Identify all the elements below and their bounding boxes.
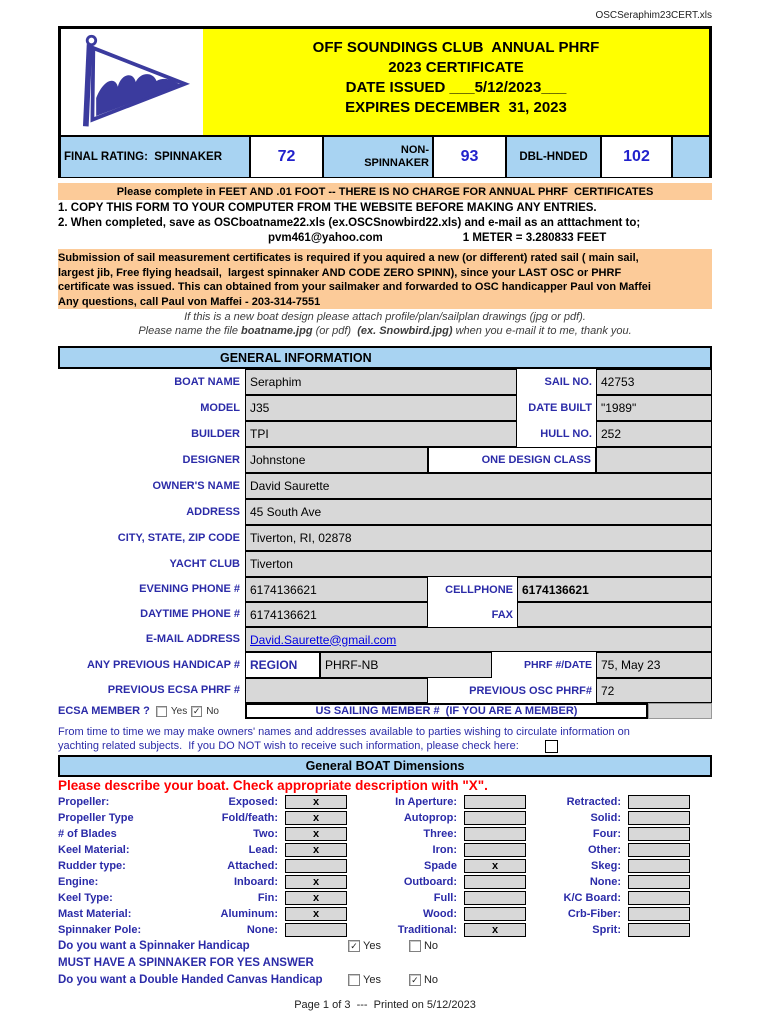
cellphone-label: CELLPHONE: [428, 577, 517, 602]
checkmark: ✓: [350, 940, 358, 951]
meter-conversion: 1 METER = 3.280833 FEET: [462, 232, 607, 244]
dimension-row: [58, 890, 712, 906]
dimension-checkbox-cell[interactable]: [628, 891, 690, 905]
dimension-row: [58, 842, 712, 858]
ecsa-no-checkbox[interactable]: [191, 706, 202, 717]
general-information-header: GENERAL INFORMATION: [58, 346, 712, 369]
dimension-row: [58, 906, 712, 922]
evening-phone-row: [58, 577, 712, 602]
privacy-line2: yachting related subjects. If you DO NOT wish to receive such information, please check here:: [58, 739, 519, 752]
model-label: MODEL: [200, 401, 240, 414]
previous-handicap-label: ANY PREVIOUS HANDICAP #: [86, 658, 240, 671]
dimension-checkbox-cell[interactable]: x: [285, 795, 347, 809]
double-handed-question-label: Do you want a Double Handed Canvas Handicap: [58, 974, 323, 986]
sail-no-label: SAIL NO.: [517, 369, 596, 395]
us-sailing-member-field[interactable]: [648, 703, 712, 719]
dimension-checkbox-cell[interactable]: [464, 843, 526, 857]
dimension-label: Other:: [588, 844, 621, 856]
previous-osc-phrf-field[interactable]: 72: [596, 678, 712, 703]
daytime-phone-label: DAYTIME PHONE #: [140, 608, 240, 620]
email-label: E-MAIL ADDRESS: [145, 633, 240, 645]
previous-ecsa-phrf-row: [58, 678, 712, 703]
privacy-note: [58, 726, 712, 753]
dimension-label: Engine:: [58, 876, 99, 888]
email-field[interactable]: [245, 627, 712, 652]
us-sailing-member-label: US SAILING MEMBER # (IF YOU ARE A MEMBER): [245, 703, 648, 719]
dimension-label: K/C Board:: [563, 892, 621, 904]
dimension-label: Autoprop:: [403, 812, 457, 824]
describe-boat-instruction: Please describe your boat. Check appropriate description with "X".: [58, 778, 488, 793]
dimension-label: Wood:: [422, 908, 457, 920]
spinnaker-handicap-question: [58, 940, 712, 952]
cellphone-field[interactable]: 6174136621: [517, 577, 712, 602]
dimension-checkbox-cell[interactable]: [628, 875, 690, 889]
dimension-label: Skeg:: [591, 860, 621, 872]
double-handed-yes-checkbox[interactable]: [348, 974, 360, 986]
dimension-label: # of Blades: [58, 828, 117, 840]
ecsa-no-label: No: [206, 705, 219, 717]
non-spinnaker-rating-field[interactable]: 93: [432, 137, 505, 177]
yacht-club-row: [58, 551, 712, 577]
sail-no-field[interactable]: 42753: [596, 369, 712, 395]
dimension-checkbox-cell[interactable]: [628, 907, 690, 921]
dimension-label: Retracted:: [566, 796, 621, 808]
ecsa-member-label: ECSA MEMBER ?: [58, 705, 150, 717]
phrf-date-field[interactable]: 75, May 23: [596, 652, 712, 678]
region-field[interactable]: PHRF-NB: [320, 652, 492, 678]
dimension-checkbox-cell[interactable]: x: [464, 859, 526, 873]
boat-dimensions-header: General BOAT Dimensions: [58, 755, 712, 777]
email-row: [58, 627, 712, 652]
city-state-zip-field[interactable]: Tiverton, RI, 02878: [245, 525, 712, 551]
no-label: No: [423, 940, 439, 952]
boat-name-field[interactable]: Seraphim: [245, 369, 517, 395]
builder-row: [58, 421, 712, 447]
previous-ecsa-phrf-field[interactable]: [245, 678, 428, 703]
date-built-field[interactable]: "1989": [596, 395, 712, 421]
date-built-label: DATE BUILT: [517, 395, 596, 421]
yes-label: Yes: [363, 974, 381, 986]
submission-line: Submission of sail measurement certificates is required if you aquired a new (or different) rated sail ( main sail,: [58, 252, 639, 264]
non-spinnaker-label: NON- SPINNAKER: [322, 137, 432, 177]
designer-field[interactable]: Johnstone: [245, 447, 428, 473]
dimension-checkbox-cell[interactable]: x: [285, 875, 347, 889]
dimension-label: Mast Material:: [58, 908, 132, 920]
dimension-checkbox-cell[interactable]: [285, 923, 347, 937]
handicapper-email: pvm461@yahoo.com: [268, 232, 383, 244]
dimension-checkbox-cell[interactable]: x: [285, 891, 347, 905]
checkmark: ✓: [192, 705, 201, 716]
one-design-class-label: ONE DESIGN CLASS: [428, 447, 596, 473]
dimension-label: Fin:: [257, 892, 278, 904]
dimension-checkbox-cell[interactable]: [628, 843, 690, 857]
dimension-label: Crb-Fiber:: [567, 908, 621, 920]
ecsa-yes-checkbox[interactable]: [156, 706, 167, 717]
designer-label: DESIGNER: [182, 453, 240, 466]
dimension-checkbox-cell[interactable]: x: [285, 827, 347, 841]
address-label: ADDRESS: [186, 505, 240, 518]
dimension-checkbox-cell[interactable]: [464, 795, 526, 809]
dimension-label: Sprit:: [592, 924, 621, 936]
expires-line: EXPIRES DECEMBER 31, 2023: [345, 99, 567, 116]
address-field[interactable]: 45 South Ave: [245, 499, 712, 525]
checkmark: ✓: [411, 974, 419, 985]
address-row: [58, 499, 712, 525]
dimension-row: [58, 794, 712, 810]
dimension-label: Solid:: [590, 812, 621, 824]
dimension-checkbox-cell[interactable]: [285, 859, 347, 873]
daytime-phone-field[interactable]: 6174136621: [245, 602, 428, 627]
ecsa-yes-label: Yes: [170, 705, 188, 717]
dimension-checkbox-cell[interactable]: [628, 923, 690, 937]
submission-line: largest jib, Free flying headsail, largest spinnaker AND CODE ZERO SPINN), since your LAST OSC or PHRF: [58, 266, 622, 279]
email-link[interactable]: David.Saurette@gmail.com: [250, 632, 397, 647]
dimension-checkbox-cell[interactable]: [628, 859, 690, 873]
region-label: REGION: [245, 652, 320, 678]
dimension-label: In Aperture:: [395, 796, 457, 808]
fax-field[interactable]: [517, 602, 712, 627]
dbl-hnded-rating-field[interactable]: 102: [600, 137, 671, 177]
model-row: [58, 395, 712, 421]
city-state-zip-row: [58, 525, 712, 551]
dimension-label: Keel Material:: [58, 844, 130, 856]
instruction-step-1: 1. COPY THIS FORM TO YOUR COMPUTER FROM THE WEBSITE BEFORE MAKING ANY ENTRIES.: [58, 202, 597, 214]
spinnaker-rating-field[interactable]: 72: [249, 137, 322, 177]
boat-name-label: BOAT NAME: [174, 375, 240, 388]
dimension-checkbox-cell[interactable]: x: [285, 843, 347, 857]
dimension-label: Aluminum:: [220, 908, 278, 920]
document-filename: OSCSeraphim23CERT.xls: [595, 10, 712, 21]
dimension-label: Attached:: [227, 860, 278, 872]
dimension-row: [58, 874, 712, 890]
osc-burgee-flag-icon: [66, 32, 198, 132]
dimension-label: Rudder type:: [58, 860, 126, 872]
boat-name-row: [58, 369, 712, 395]
certificate-header: [58, 26, 712, 178]
dimension-label: None:: [589, 876, 621, 888]
dimension-label: Propeller Type: [58, 812, 134, 824]
dimension-label: Fold/feath:: [221, 812, 278, 824]
instruction-step-3: [58, 232, 712, 244]
hull-no-field[interactable]: 252: [596, 421, 712, 447]
final-rating-label: FINAL RATING: SPINNAKER: [64, 151, 223, 163]
privacy-opt-out-checkbox[interactable]: [545, 740, 558, 753]
privacy-line1: From time to time we may make owners' names and addresses available to parties wishing to circulate information on: [58, 726, 630, 738]
double-handed-question: [58, 974, 712, 986]
dimension-label: Four:: [592, 828, 621, 840]
fee-notice: Please complete in FEET AND .01 FOOT -- THERE IS NO CHARGE FOR ANNUAL PHRF CERTIFICATES: [58, 183, 712, 200]
builder-label: BUILDER: [191, 427, 240, 440]
dimension-checkbox-cell[interactable]: [464, 891, 526, 905]
dimension-label: Keel Type:: [58, 892, 113, 904]
dimension-checkbox-cell[interactable]: [628, 795, 690, 809]
daytime-phone-row: [58, 602, 712, 627]
dbl-hnded-label: DBL-HNDED: [505, 137, 600, 177]
certificate-title-block: [203, 29, 709, 135]
new-design-note-line1: If this is a new boat design please attach profile/plan/sailplan drawings (jpg or pdf).: [184, 311, 586, 323]
designer-row: [58, 447, 712, 473]
builder-field[interactable]: TPI: [245, 421, 517, 447]
dimension-label: Lead:: [248, 844, 278, 856]
dimension-row: [58, 810, 712, 826]
spinnaker-question-label: Do you want a Spinnaker Handicap: [58, 940, 250, 952]
general-information-table: [58, 369, 712, 719]
previous-ecsa-phrf-label: PREVIOUS ECSA PHRF #: [107, 684, 240, 696]
phrf-date-label: PHRF #/DATE: [492, 652, 596, 678]
one-design-class-field[interactable]: [596, 447, 712, 473]
final-rating-row: [61, 135, 709, 177]
dimension-checkbox-cell[interactable]: [464, 811, 526, 825]
dimension-label: None:: [246, 924, 278, 936]
club-logo-box: [61, 29, 203, 135]
ecsa-member-row: [58, 703, 712, 719]
title-line: OFF SOUNDINGS CLUB ANNUAL PHRF: [312, 39, 600, 56]
hull-no-label: HULL NO.: [517, 421, 596, 447]
yacht-club-field[interactable]: Tiverton: [245, 551, 712, 577]
dimension-checkbox-cell[interactable]: [464, 875, 526, 889]
spinnaker-no-checkbox[interactable]: [409, 940, 421, 952]
spinnaker-requirement-note: MUST HAVE A SPINNAKER FOR YES ANSWER: [58, 957, 314, 969]
double-handed-no-checkbox[interactable]: [409, 974, 421, 986]
dimension-label: Full:: [433, 892, 457, 904]
owner-name-label: OWNER'S NAME: [152, 479, 240, 492]
dimension-checkbox-cell[interactable]: x: [464, 923, 526, 937]
dimension-label: Propeller:: [58, 796, 110, 808]
dimension-label: Outboard:: [403, 876, 457, 888]
dimension-label: Inboard:: [234, 876, 278, 888]
owner-name-field[interactable]: David Saurette: [245, 473, 712, 499]
yacht-club-label: YACHT CLUB: [169, 557, 240, 570]
previous-handicap-row: [58, 652, 712, 678]
no-label: No: [423, 974, 439, 986]
dimension-row: [58, 922, 712, 938]
dimension-checkbox-cell[interactable]: [628, 811, 690, 825]
sail-submission-notice: [58, 249, 712, 309]
previous-osc-phrf-label: PREVIOUS OSC PHRF#: [428, 678, 596, 703]
dimension-label: Spade: [423, 860, 457, 872]
fax-label: FAX: [428, 602, 517, 627]
title-line: 2023 CERTIFICATE: [388, 59, 524, 76]
dimension-checkbox-cell[interactable]: [628, 827, 690, 841]
date-issued-line: DATE ISSUED ___5/12/2023___: [345, 79, 567, 96]
dimension-label: Spinnaker Pole:: [58, 924, 142, 936]
new-design-note-line2: Please name the file boatname.jpg (or pdf) (ex. Snowbird.jpg) when you e-mail it to me, thank you.: [138, 325, 632, 337]
dimension-label: Three:: [423, 828, 457, 840]
dimension-label: Iron:: [432, 844, 457, 856]
spinnaker-yes-checkbox[interactable]: [348, 940, 360, 952]
dimension-checkbox-cell[interactable]: [464, 827, 526, 841]
submission-line: certificate was issued. This can obtained from your sailmaker and forwarded to OSC handicapper Paul von Maffei: [58, 281, 651, 293]
dimension-label: Traditional:: [397, 924, 457, 936]
submission-line: Any questions, call Paul von Maffei - 203-314-7551: [58, 295, 321, 308]
city-state-zip-label: CITY, STATE, ZIP CODE: [117, 531, 240, 544]
rating-spacer-cell: [671, 137, 709, 177]
dimension-checkbox-cell[interactable]: x: [285, 811, 347, 825]
instruction-step-2: 2. When completed, save as OSCboatname22.xls (ex.OSCSnowbird22.xls) and e-mail as an atttachment to;: [58, 217, 641, 229]
dimension-row: [58, 858, 712, 874]
dimension-checkbox-cell[interactable]: [464, 907, 526, 921]
dimensions-grid: [58, 794, 712, 938]
dimension-checkbox-cell[interactable]: x: [285, 907, 347, 921]
evening-phone-label: EVENING PHONE #: [139, 583, 240, 595]
dimension-label: Exposed:: [228, 796, 278, 808]
dimension-label: Two:: [253, 828, 278, 840]
evening-phone-field[interactable]: 6174136621: [245, 577, 428, 602]
page-footer: Page 1 of 3 --- Printed on 5/12/2023: [294, 999, 476, 1011]
yes-label: Yes: [363, 940, 381, 952]
dimension-row: [58, 826, 712, 842]
model-field[interactable]: J35: [245, 395, 517, 421]
owner-name-row: [58, 473, 712, 499]
